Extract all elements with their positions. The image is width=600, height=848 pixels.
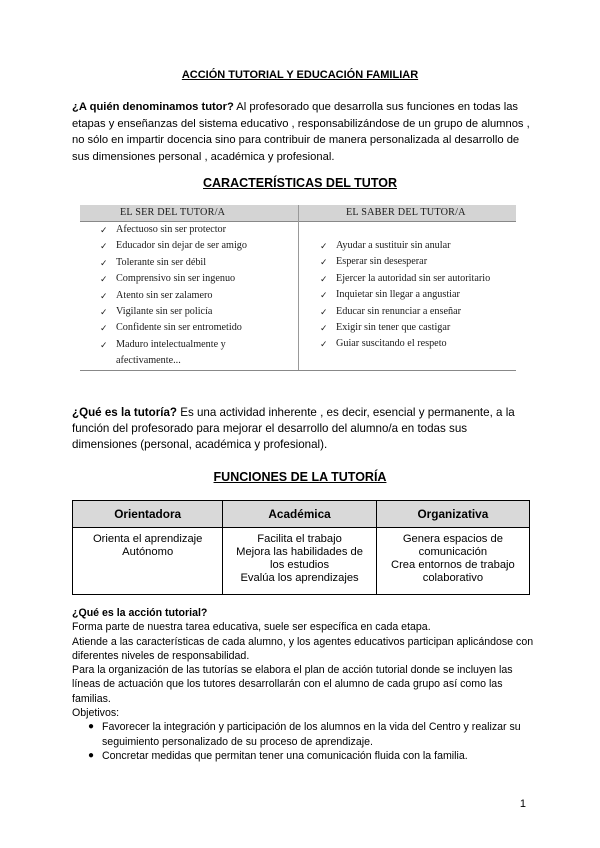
ser-item (100, 255, 247, 271)
accion-question: ¿Qué es la acción tutorial? (72, 607, 208, 619)
ser-item-text: Vigilante sin ser policía (116, 305, 213, 317)
tutoria-question: ¿Qué es la tutoría? (72, 406, 178, 419)
saber-item (320, 320, 490, 336)
ser-list (100, 222, 247, 370)
ser-item-text: Maduro intelectualmente y (116, 338, 226, 350)
page-number: 1 (519, 798, 526, 810)
objetivos-label: Objetivos: (72, 707, 120, 720)
col-academica: Académica (223, 501, 376, 528)
saber-list (320, 238, 490, 353)
saber-item-text: Exigir sin tener que castigar (336, 321, 451, 333)
saber-item (320, 254, 490, 270)
ser-item-text: Atento sin ser zalamero (116, 289, 213, 301)
ser-item-text: Afectuoso sin ser protector (116, 224, 227, 235)
accion-line: Atiende a las características de cada alumno, y los agentes educativos participan aplicándose con diferentes niveles de responsabilidad. (72, 635, 534, 662)
ser-item-text: Educador sin dejar de ser amigo (116, 240, 247, 252)
saber-item (320, 304, 490, 320)
col-ser-header: EL SER DEL TUTOR/A (120, 207, 226, 218)
tutoria-answer: Es una actividad inherente , es decir, esencial y permanente, a la función del profesorado para mejorar el desarrollo del alumno/a en todas sus dimensiones (personal, académica y profesional). (72, 406, 515, 452)
saber-item-text: Inquietar sin llegar a angustiar (336, 289, 460, 301)
accion-line: Forma parte de nuestra tarea educativa, suele ser específica en cada etapa. (72, 621, 431, 634)
objetivo-item (72, 720, 542, 749)
checkmark-icon: ✓ (320, 339, 328, 350)
accion-lines (72, 620, 542, 706)
document-title: ACCIÓN TUTORIAL Y EDUCACIÓN FAMILIAR (181, 69, 419, 81)
ser-item (100, 271, 247, 287)
saber-item-text: Guiar suscitando el respeto (336, 338, 447, 350)
checkmark-icon: ✓ (100, 257, 108, 268)
accion-tutorial-section (72, 606, 542, 763)
ser-item-text: Comprensivo sin ser ingenuo (116, 273, 236, 285)
saber-item-text: Ejercer la autoridad sin ser autoritario (336, 272, 491, 284)
checkmark-icon: ✓ (320, 306, 328, 317)
saber-item-text: Esperar sin desesperar (336, 256, 428, 268)
ser-item (100, 304, 247, 320)
cell-organizativa (376, 528, 529, 595)
funciones-heading: FUNCIONES DE LA TUTORÍA (213, 470, 387, 484)
accion-line: Para la organización de las tutorías se elabora el plan de acción tutorial donde se incluyen las líneas de actuación que los tutores desarrollarán con el alumno de cada grupo así como las familias. (72, 664, 513, 705)
tutor-answer: Al profesorado que desarrolla sus funciones en todas las etapas y enseñanzas del sistema educativo , responsabilizándose de un grupo de alumnos , no sólo en impartir docencia sino para contribuir de manera personalizada al desarrollo de sus dimensiones personal , académica y profesional. (72, 101, 530, 163)
cell-line: Genera espacios de (402, 533, 503, 545)
bullet-icon: ● (88, 721, 95, 733)
objetivos-list (72, 720, 542, 763)
funciones-table (72, 500, 530, 595)
ser-item (100, 222, 247, 238)
objetivo-text: Favorecer la integración y participación de los alumnos en la vida del Centro y realizar su seguimiento personalizado de su proceso de aprendizaje. (102, 721, 521, 748)
checkmark-icon: ✓ (100, 339, 108, 350)
objetivo-text: Concretar medidas que permitan tener una comunicación fluida con la familia. (102, 749, 468, 762)
cell-line: Mejora las habilidades de (236, 546, 363, 558)
checkmark-icon: ✓ (100, 306, 108, 317)
cell-orientadora (73, 528, 223, 595)
checkmark-icon: ✓ (320, 257, 328, 268)
checkmark-icon: ✓ (100, 241, 108, 252)
objetivo-item (72, 749, 542, 763)
cell-line: colaborativo (422, 572, 484, 584)
col-saber-header: EL SABER DEL TUTOR/A (346, 207, 466, 218)
checkmark-icon: ✓ (100, 290, 108, 301)
saber-item (320, 287, 490, 303)
saber-item-text: Ayudar a sustituir sin anular (336, 240, 451, 251)
tutor-question: ¿A quién denominamos tutor? (72, 101, 234, 113)
checkmark-icon: ✓ (320, 290, 328, 301)
checkmark-icon: ✓ (320, 241, 328, 251)
checkmark-icon: ✓ (100, 274, 108, 285)
saber-item-text: Educar sin renunciar a enseñar (336, 305, 462, 317)
cell-line: Evalúa los aprendizajes (240, 572, 359, 584)
saber-item (320, 271, 490, 287)
saber-item (320, 238, 490, 254)
checkmark-icon: ✓ (320, 322, 328, 333)
checkmark-icon: ✓ (100, 225, 108, 235)
ser-item-continuation: afectivamente... (116, 355, 181, 367)
ser-item (100, 288, 247, 304)
characteristics-table (80, 205, 516, 371)
cell-academica (223, 528, 376, 595)
ser-item (100, 238, 247, 254)
ser-item (100, 337, 247, 353)
ser-item-text: Tolerante sin ser débil (116, 256, 207, 268)
cell-line: Orienta el aprendizaje (92, 533, 203, 545)
table-divider (298, 205, 299, 371)
col-orientadora: Orientadora (73, 501, 223, 528)
table-bottom-border (80, 370, 516, 371)
cell-line: Crea entornos de trabajo (391, 559, 515, 571)
bullet-icon: ● (88, 749, 95, 761)
ser-item-text: Confidente sin ser entrometido (116, 322, 242, 334)
cell-line: los estudios (270, 559, 330, 571)
tutoria-definition (72, 405, 532, 454)
checkmark-icon: ✓ (320, 273, 328, 284)
col-organizativa: Organizativa (376, 501, 529, 528)
ser-item (100, 320, 247, 336)
cell-line: comunicación (418, 546, 488, 558)
cell-line: Autónomo (122, 546, 174, 558)
tutor-definition (72, 99, 532, 165)
cell-line: Facilita el trabajo (257, 533, 342, 545)
characteristics-heading: CARACTERÍSTICAS DEL TUTOR (203, 176, 397, 190)
saber-item (320, 336, 490, 352)
checkmark-icon: ✓ (100, 323, 108, 334)
